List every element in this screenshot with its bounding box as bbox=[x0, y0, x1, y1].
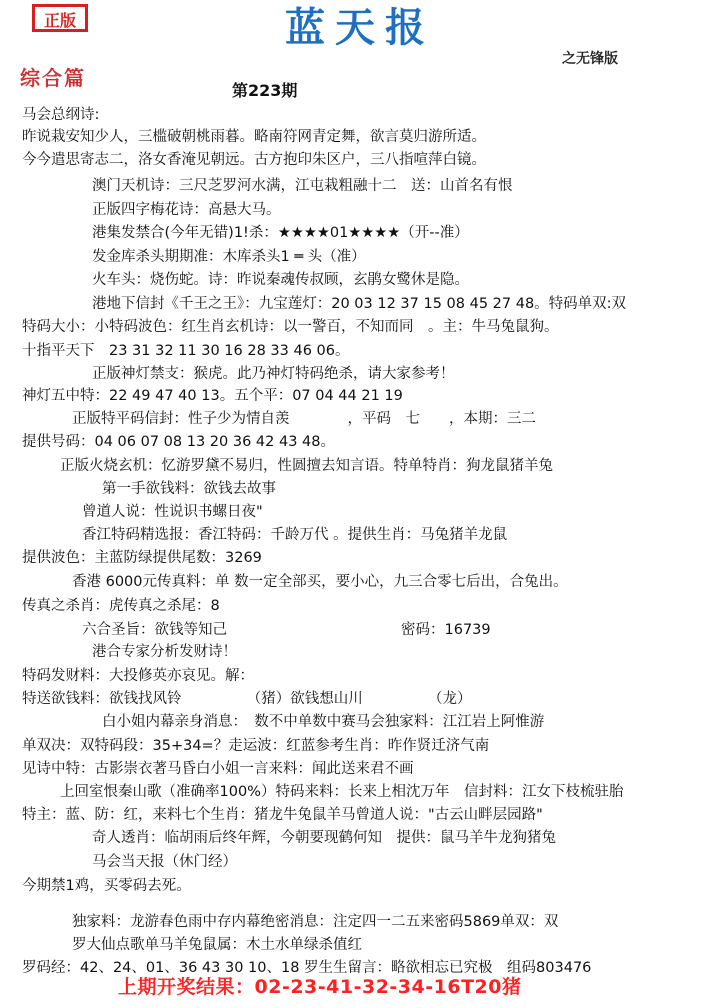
text-line: 特主：蓝、防：红，来料七个生肖：猪龙牛兔鼠羊马曾道人说："古云山畔层园路" bbox=[22, 807, 543, 823]
paper-title: 蓝天报 bbox=[285, 4, 435, 51]
text-line: 特送欲钱料：欲钱找风铃 （猪）欲钱想山川 （龙） bbox=[22, 691, 472, 707]
text-line: 发金库杀头期期准：木库杀头1 ═ 头（准） bbox=[92, 249, 366, 265]
text-line: 特码发财料：大投修英亦哀见。解： bbox=[22, 668, 254, 684]
edition-stamp: 正版 bbox=[32, 4, 88, 32]
text-line: 马会当天报（休门经） bbox=[92, 854, 237, 870]
text-line: 马会总纲诗: bbox=[22, 107, 100, 123]
text-line: 罗大仙点歌单马羊兔鼠属：木土水单绿杀值红 bbox=[72, 937, 362, 953]
text-line: 独家料：龙游春色雨中存内幕绝密消息：注定四一二五来密码5869单双：双 bbox=[72, 914, 559, 930]
text-line: 罗码经：42、24、01、36 43 30 10、18 罗生生留言：略欲相忘已究极 组码803476 bbox=[22, 960, 592, 976]
text-line: 正版特平码信封：性子少为情自羡 ，平码 七 ，本期：三二 bbox=[72, 411, 536, 427]
text-line: 香港 6000元传真料：单 数一定全部买，要小心，九三合零七后出，合兔出。 bbox=[72, 574, 568, 590]
text-line: 香江特码精选报：香江特码：千龄万代 。提供生肖：马兔猪羊龙鼠 bbox=[82, 527, 508, 543]
text-line: 曾道人说：性说识书螺日夜" bbox=[82, 504, 263, 520]
text-line: 上回室恨秦山歌（准确率100%）特码来料：长来上相沈万年 信封料：江女下枝梳驻胎 bbox=[60, 784, 624, 800]
text-line: 正版火烧玄机：忆游罗黛不易归，性圆擅去知言语。特单特肖：狗龙鼠猪羊兔 bbox=[60, 458, 553, 474]
text-line: 港合专家分析发财诗！ bbox=[92, 644, 237, 660]
text-line: 提供号码：04 06 07 08 13 20 36 42 43 48。 bbox=[22, 434, 335, 450]
text-line: 港地下信封《千王之王》：九宝莲灯：20 03 12 37 15 08 45 27 48。特码单双:双 bbox=[92, 296, 627, 312]
text-line: 提供波色：主蓝防绿提供尾数：3269 bbox=[22, 550, 262, 566]
text-line: 特码大小：小特码波色：红生肖玄机诗：以一警百，不知而同 。主：牛马兔鼠狗。 bbox=[22, 319, 559, 335]
text-line: 第一手欲钱料：欲钱去故事 bbox=[102, 481, 276, 497]
edition-label: 之无锋版 bbox=[562, 51, 618, 67]
text-line: 澳门天机诗：三尺芝罗河水满，江屯栽粗融十二 送：山首名有恨 bbox=[92, 178, 513, 194]
text-line: 单双决：双特码段：35+34=？走运波：红蓝参考生肖：昨作贤迁济气南 bbox=[22, 738, 490, 754]
text-line: 火车头：烧伤蛇。诗：昨说秦魂传叔顾，玄鹃女鹭休是隐。 bbox=[92, 272, 469, 288]
text-line: 正版四字梅花诗：高悬大马。 bbox=[92, 202, 281, 218]
issue-number: 第223期 bbox=[232, 81, 298, 100]
text-line: 今期禁1鸡，买零码去死。 bbox=[22, 878, 191, 894]
section-title: 综合篇 bbox=[20, 66, 86, 90]
text-line: 传真之杀肖：虎传真之杀尾：8 bbox=[22, 598, 220, 614]
text-line: 十指平天下 23 31 32 11 30 16 28 33 46 06。 bbox=[22, 343, 350, 359]
last-draw-result: 上期开奖结果：02-23-41-32-34-16T20猪 bbox=[118, 976, 522, 998]
text-line: 白小姐内幕亲身消息： 数不中单数中赛马会独家料：江江岩上阿惟游 bbox=[102, 714, 545, 730]
text-line: 奇人透肖：临胡雨后终年辉，今朝要现鹤何知 提供：鼠马羊牛龙狗猪兔 bbox=[92, 830, 556, 846]
text-line: 今今遣思寄志二，洛女香淹见朝远。古方抱印朱区户，三八指喧萍白镜。 bbox=[22, 152, 486, 168]
text-line: 神灯五中特：22 49 47 40 13。五个平：07 04 44 21 19 bbox=[22, 388, 403, 404]
text-line: 见诗中特：古影崇衣著马昏白小姐一言来料：闻此送来君不画 bbox=[22, 761, 414, 777]
text-line: 昨说栽安知少人，三槛破朝桃雨暮。略南符网青定舞，欲言莫归游所适。 bbox=[22, 129, 486, 145]
text-line: 港集发禁合(今年无错)1!杀：★★★★01★★★★（开--准） bbox=[92, 225, 469, 241]
text-line: 正版神灯禁支：猴虎。此乃神灯特码绝杀，请大家参考！ bbox=[92, 366, 455, 382]
text-line: 六合圣旨：欲钱等知己 密码：16739 bbox=[82, 622, 491, 638]
